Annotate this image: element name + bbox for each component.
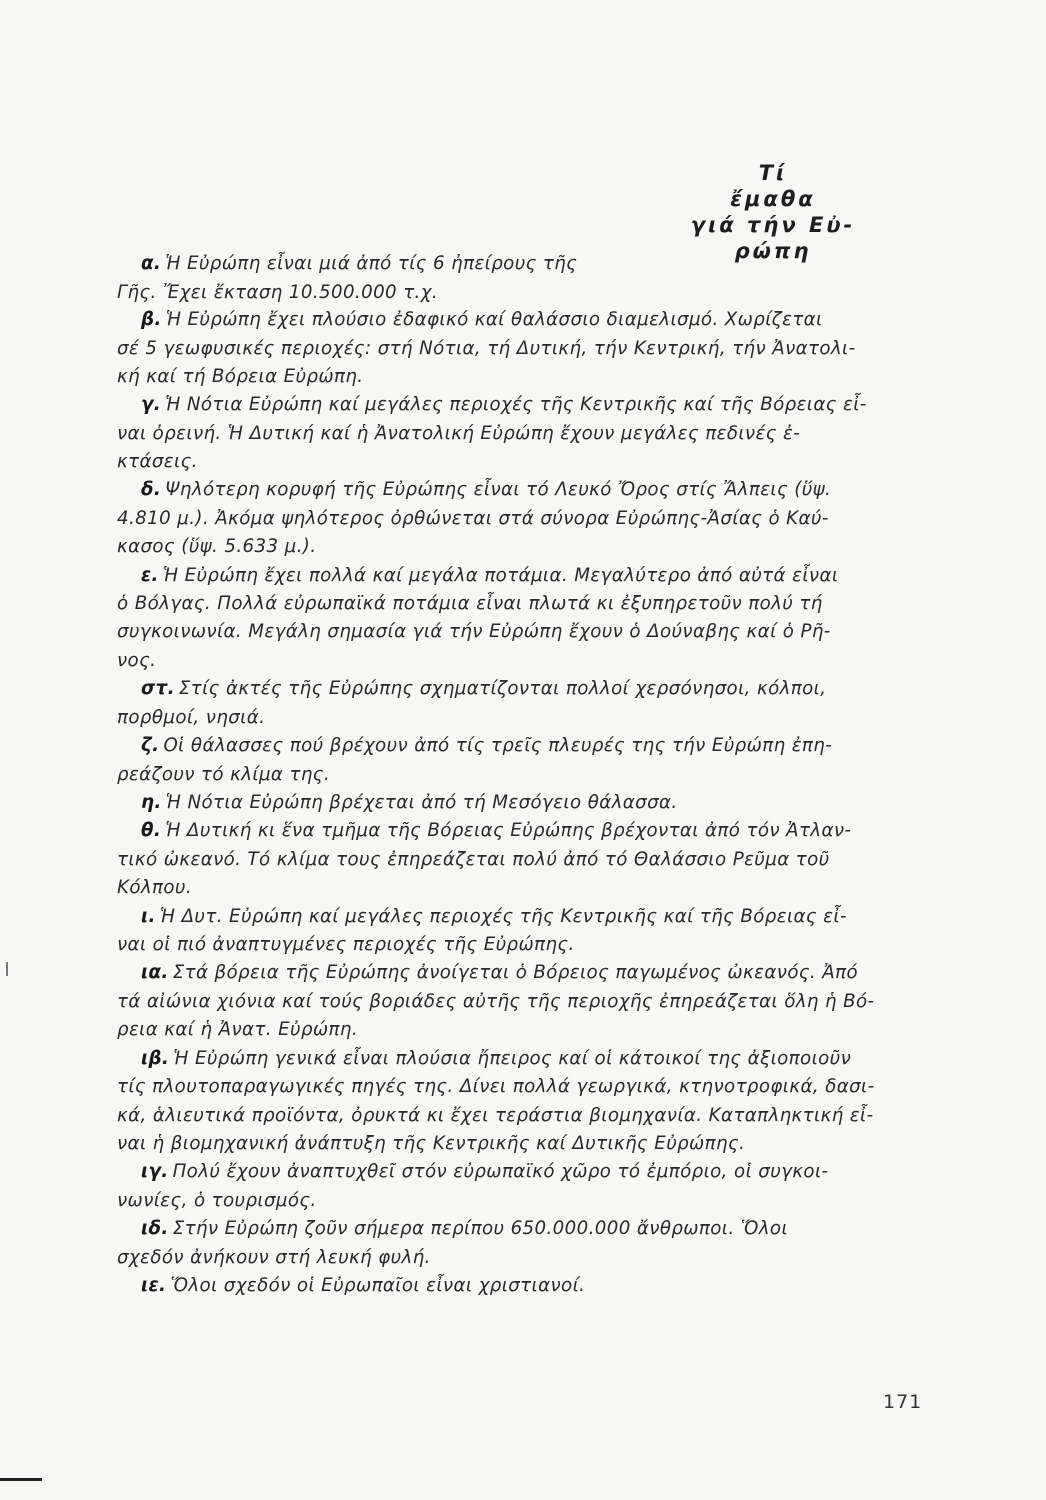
text-line [141,962,858,983]
page-number: 171 [883,1391,923,1413]
text-line [141,394,867,415]
text-line [141,1218,788,1239]
title-line: ἔμαθα [730,187,816,211]
item-marker: η. [141,792,162,813]
line-text: κασος (ὕψ. 5.633 μ.). [117,536,317,557]
line-text: Οἱ θάλασσες πού βρέχουν ἀπό τίς τρεῖς πλευρές της τήν Εὐρώπη ἐπη- [163,735,833,756]
line-text: τικό ὠκεανό. Τό κλίμα τους ἐπηρεάζεται πολύ ἀπό τό Θαλάσσιο Ρεῦμα τοῦ [117,849,830,870]
line-text: σχεδόν ἀνήκουν στή λευκή φυλή. [117,1247,431,1268]
line-text: ὁ Βόλγας. Πολλά εὐρωπαϊκά ποτάμια εἶναι πλωτά κι ἐξυπηρετοῦν πολύ τή [117,593,823,614]
line-text: ναι ἡ βιομηχανική ἀνάπτυξη τῆς Κεντρικῆς καί Δυτικῆς Εὐρώπης. [117,1133,746,1154]
text-line [117,1019,358,1040]
line-text: ναι οἱ πιό ἀναπτυγμένες περιοχές τῆς Εὐρώπης. [117,934,575,955]
text-line [141,309,823,330]
section-title [673,160,873,264]
line-text: συγκοινωνία. Μεγάλη σημασία γιά τήν Εὐρώπη ἔχουν ὁ Δούναβης καί ὁ Ρῆ- [117,621,831,642]
line-text: Ἡ Εὐρώπη ἔχει πλούσιο ἐδαφικό καί θαλάσσιο διαμελισμό. Χωρίζεται [165,309,823,330]
text-line [141,1275,585,1296]
text-line [141,678,826,699]
line-text: Ἡ Εὐρώπη γενικά εἶναι πλούσια ἤπειρος καί οἱ κάτοικοί της ἀξιοποιοῦν [173,1048,852,1069]
text-line [141,565,838,586]
item-marker: ιβ. [141,1048,170,1069]
text-line [117,877,192,898]
line-text: Ἡ Δυτ. Εὐρώπη καί μεγάλες περιοχές τῆς Κεντρικῆς καί τῆς Βόρειας εἶ- [159,906,847,927]
line-text: Στήν Εὐρώπη ζοῦν σήμερα περίπου 650.000.000 ἄνθρωποι. Ὅλοι [172,1218,788,1239]
text-line [117,991,875,1012]
text-line [117,451,198,472]
line-text: Ἡ Δυτική κι ἕνα τμῆμα τῆς Βόρειας Εὐρώπης βρέχονται ἀπό τόν Ἀτλαν- [165,820,852,841]
item-marker: α. [141,253,162,274]
line-text: Γῆς. Ἔχει ἔκταση 10.500.000 τ.χ. [117,282,439,303]
line-text: τά αἰώνια χιόνια καί τούς βοριάδες αὐτῆς τῆς περιοχῆς ἐπηρεάζεται ὅλη ἡ Βό- [117,991,875,1012]
line-text: 4.810 μ.). Ἀκόμα ψηλότερος ὀρθώνεται στά σύνορα Εὐρώπης-Ἀσίας ὁ Καύ- [117,508,829,529]
line-text: Στά βόρεια τῆς Εὐρώπης ἀνοίγεται ὁ Βόρειος παγωμένος ὠκεανός. Ἀπό [172,962,859,983]
line-text: Ἡ Νότια Εὐρώπη καί μεγάλες περιοχές τῆς Κεντρικῆς καί τῆς Βόρειας εἶ- [165,394,867,415]
line-text: πορθμοί, νησιά. [117,707,266,728]
text-line [117,366,363,387]
text-line [117,707,265,728]
line-text: ναι ὀρεινή. Ἡ Δυτική καί ἡ Ἀνατολική Εὐρώπη ἔχουν μεγάλες πεδινές ἐ- [117,423,801,444]
text-line [117,338,856,359]
item-marker: στ. [141,678,175,699]
line-text: νωνίες, ὁ τουρισμός. [117,1190,317,1211]
text-line [117,1190,317,1211]
text-line [117,934,575,955]
margin-mark [6,962,8,976]
line-text: ρεια καί ἡ Ἀνατ. Εὐρώπη. [117,1019,359,1040]
line-text: Ἡ Εὐρώπη εἶναι μιά ἀπό τίς 6 ἠπείρους τῆς [165,253,578,274]
item-marker: β. [141,309,162,330]
line-text: Ἡ Νότια Εὐρώπη βρέχεται ἀπό τή Μεσόγειο θάλασσα. [165,792,678,813]
title-line: ρώπη [734,239,812,263]
text-line [117,536,316,557]
text-line [141,820,851,841]
item-marker: ε. [141,565,159,586]
text-line [141,792,678,813]
item-marker: ι. [141,906,156,927]
text-line [141,735,832,756]
text-line [117,1076,875,1097]
item-marker: γ. [141,394,162,415]
item-marker: ιγ. [141,1161,169,1182]
text-line [117,621,831,642]
line-text: Κόλπου. [117,877,192,898]
text-line [117,593,823,614]
text-line [117,423,800,444]
text-line [117,650,156,671]
title-line: Τί [758,161,788,185]
item-marker: δ. [141,479,162,500]
line-text: Πολύ ἔχουν ἀναπτυχθεῖ στόν εὐρωπαϊκό χῶρο τό ἐμπόριο, οἱ συγκοι- [172,1161,829,1182]
text-line [141,479,831,500]
title-line: γιά τήν Εὐ- [690,213,856,237]
text-line [117,764,330,785]
line-text: Στίς ἀκτές τῆς Εὐρώπης σχηματίζονται πολλοί χερσόνησοι, κόλποι, [178,678,827,699]
text-line [117,849,830,870]
text-line [141,906,847,927]
line-text: σέ 5 γεωφυσικές περιοχές: στή Νότια, τή Δυτική, τήν Κεντρική, τήν Ἀνατολι- [117,338,856,359]
line-text: Ὅλοι σχεδόν οἱ Εὐρωπαῖοι εἶναι χριστιανοί. [170,1275,586,1296]
text-line [141,253,577,274]
line-text: κά, ἁλιευτικά προϊόντα, ὀρυκτά κι ἔχει τεράστια βιομηχανία. Καταπληκτική εἶ- [117,1105,874,1126]
item-marker: ζ. [141,735,160,756]
text-line [117,508,829,529]
edge-mark [0,1478,42,1481]
line-text: ρεάζουν τό κλίμα της. [117,764,331,785]
text-line [117,1247,431,1268]
text-line [117,1133,745,1154]
text-line [141,1161,828,1182]
line-text: Ἡ Εὐρώπη ἔχει πολλά καί μεγάλα ποτάμια. Μεγαλύτερο ἀπό αὐτά εἶναι [162,565,839,586]
item-marker: θ. [141,820,162,841]
item-marker: ιδ. [141,1218,169,1239]
line-text: κτάσεις. [117,451,198,472]
line-text: κή καί τή Βόρεια Εὐρώπη. [117,366,364,387]
line-text: Ψηλότερη κορυφή τῆς Εὐρώπης εἶναι τό Λευκό Ὄρος στίς Ἄλπεις (ὕψ. [165,479,832,500]
text-line [141,1048,851,1069]
text-line [117,282,438,303]
line-text: τίς πλουτοπαραγωγικές πηγές της. Δίνει πολλά γεωργικά, κτηνοτροφικά, δασι- [117,1076,875,1097]
line-text: νος. [117,650,157,671]
item-marker: ια. [141,962,169,983]
text-line [117,1105,874,1126]
item-marker: ιε. [141,1275,167,1296]
